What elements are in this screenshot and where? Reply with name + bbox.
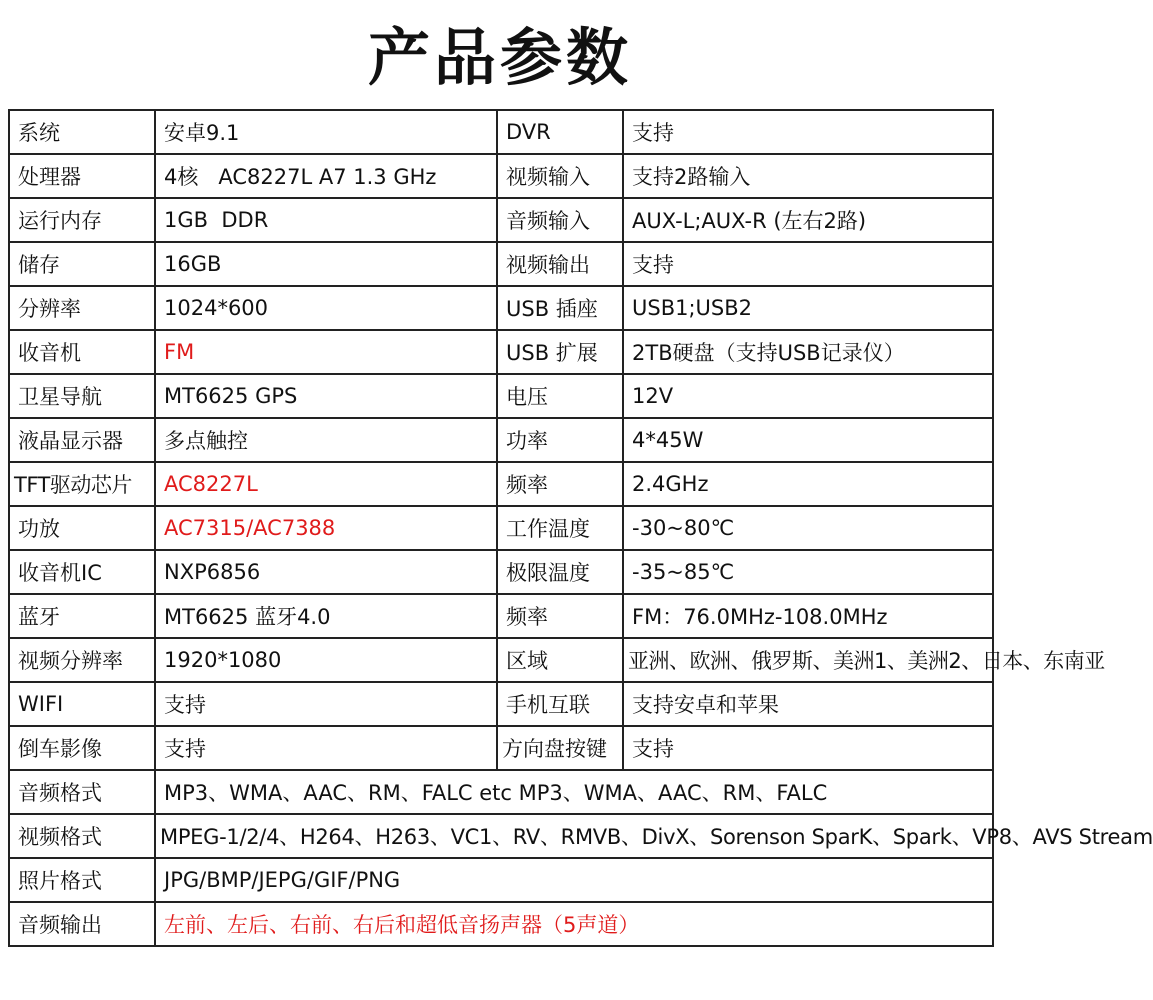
spec-label: 运行内存 <box>9 198 155 242</box>
spec-value: MT6625 蓝牙4.0 <box>155 594 497 638</box>
spec-label: 照片格式 <box>9 858 155 902</box>
spec-label: 收音机 <box>9 330 155 374</box>
spec-value: 1920*1080 <box>155 638 497 682</box>
table-row <box>9 242 993 286</box>
spec-label: 视频分辨率 <box>9 638 155 682</box>
table-row <box>9 286 993 330</box>
table-row <box>9 154 993 198</box>
table-row <box>9 594 993 638</box>
spec-value: 支持2路输入 <box>623 154 993 198</box>
table-row-wide <box>9 770 993 814</box>
spec-value: 1024*600 <box>155 286 497 330</box>
table-row <box>9 374 993 418</box>
spec-label: 收音机IC <box>9 550 155 594</box>
spec-label: TFT驱动芯片 <box>9 462 155 506</box>
table-row-wide <box>9 902 993 946</box>
table-row <box>9 638 993 682</box>
spec-label: 区域 <box>497 638 623 682</box>
spec-label: 功放 <box>9 506 155 550</box>
table-row-wide <box>9 858 993 902</box>
spec-label: 处理器 <box>9 154 155 198</box>
spec-value-highlight: AC8227L <box>155 462 497 506</box>
spec-label: 视频格式 <box>9 814 155 858</box>
spec-label: 音频格式 <box>9 770 155 814</box>
spec-label: 视频输入 <box>497 154 623 198</box>
table-row <box>9 330 993 374</box>
spec-label: USB 插座 <box>497 286 623 330</box>
spec-value: 亚洲、欧洲、俄罗斯、美洲1、美洲2、日本、东南亚 <box>623 638 993 682</box>
spec-value: 12V <box>623 374 993 418</box>
spec-label: 液晶显示器 <box>9 418 155 462</box>
spec-label: 分辨率 <box>9 286 155 330</box>
spec-label: WIFI <box>9 682 155 726</box>
spec-value: AUX-L;AUX-R (左右2路) <box>623 198 993 242</box>
spec-label: 极限温度 <box>497 550 623 594</box>
spec-label: 频率 <box>497 462 623 506</box>
spec-value: MT6625 GPS <box>155 374 497 418</box>
table-row <box>9 110 993 154</box>
spec-value: JPG/BMP/JEPG/GIF/PNG <box>155 858 993 902</box>
spec-value: 4*45W <box>623 418 993 462</box>
spec-value: 支持 <box>623 110 993 154</box>
spec-label: 卫星导航 <box>9 374 155 418</box>
spec-label: 系统 <box>9 110 155 154</box>
spec-value: MPEG-1/2/4、H264、H263、VC1、RV、RMVB、DivX、Sorenson SparK、Spark、VP8、AVS Stream <box>155 814 993 858</box>
spec-value: 2.4GHz <box>623 462 993 506</box>
spec-label: 工作温度 <box>497 506 623 550</box>
spec-label: 音频输入 <box>497 198 623 242</box>
spec-label: 蓝牙 <box>9 594 155 638</box>
spec-label: 方向盘按键 <box>497 726 623 770</box>
spec-value: 4核 AC8227L A7 1.3 GHz <box>155 154 497 198</box>
spec-label: DVR <box>497 110 623 154</box>
spec-label: 储存 <box>9 242 155 286</box>
spec-label: 功率 <box>497 418 623 462</box>
spec-value-highlight: AC7315/AC7388 <box>155 506 497 550</box>
spec-label: USB 扩展 <box>497 330 623 374</box>
spec-value: NXP6856 <box>155 550 497 594</box>
spec-value: 支持 <box>623 242 993 286</box>
spec-label: 视频输出 <box>497 242 623 286</box>
spec-value: 16GB <box>155 242 497 286</box>
table-row <box>9 462 993 506</box>
spec-value-highlight: FM <box>155 330 497 374</box>
spec-value: 多点触控 <box>155 418 497 462</box>
spec-value-highlight: 左前、左后、右前、右后和超低音扬声器（5声道） <box>155 902 993 946</box>
spec-value: 安卓9.1 <box>155 110 497 154</box>
spec-value: 支持 <box>155 726 497 770</box>
spec-value: USB1;USB2 <box>623 286 993 330</box>
spec-value: 支持安卓和苹果 <box>623 682 993 726</box>
table-row <box>9 198 993 242</box>
spec-value: FM：76.0MHz-108.0MHz <box>623 594 993 638</box>
spec-value: -35~85℃ <box>623 550 993 594</box>
spec-value: 支持 <box>155 682 497 726</box>
table-row <box>9 506 993 550</box>
table-row <box>9 418 993 462</box>
spec-value: -30~80℃ <box>623 506 993 550</box>
table-row <box>9 550 993 594</box>
spec-label: 音频输出 <box>9 902 155 946</box>
spec-label: 倒车影像 <box>9 726 155 770</box>
spec-table <box>8 109 1153 947</box>
spec-label: 频率 <box>497 594 623 638</box>
spec-label: 手机互联 <box>497 682 623 726</box>
table-row <box>9 726 993 770</box>
spec-label: 电压 <box>497 374 623 418</box>
spec-value: MP3、WMA、AAC、RM、FALC etc MP3、WMA、AAC、RM、FALC <box>155 770 993 814</box>
page-title: 产品参数 <box>367 21 632 94</box>
spec-value: 2TB硬盘（支持USB记录仪） <box>623 330 993 374</box>
table-row <box>9 682 993 726</box>
table-row-wide <box>9 814 993 858</box>
spec-value: 支持 <box>623 726 993 770</box>
spec-value: 1GB DDR <box>155 198 497 242</box>
